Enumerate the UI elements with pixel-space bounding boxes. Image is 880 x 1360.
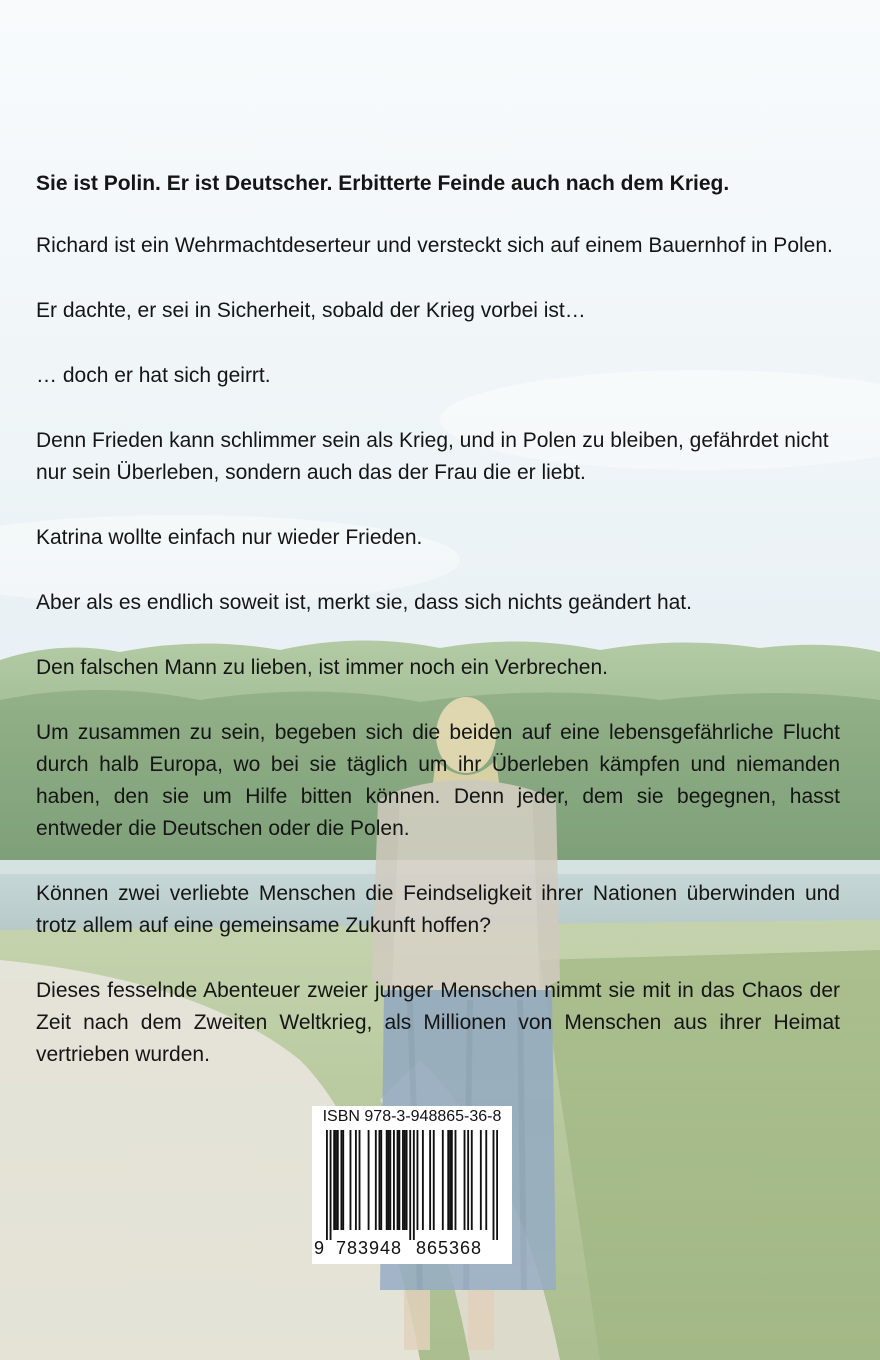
blurb-paragraph: Denn Frieden kann schlimmer sein als Krieg, und in Polen zu bleiben, gefährdet nicht nur sein Überleben, sondern auch das der Frau die er liebt. (36, 429, 829, 484)
blurb-paragraph: … doch er hat sich geirrt. (36, 364, 271, 387)
blurb-paragraph: Er dachte, er sei in Sicherheit, sobald der Krieg vorbei ist… (36, 299, 586, 322)
barcode-bar (464, 1130, 466, 1230)
barcode-bar (442, 1130, 444, 1230)
barcode-bar (397, 1130, 399, 1230)
blurb-paragraph: Dieses fesselnde Abenteuer zweier junger Menschen nimmt sie mit in das Chaos der Zeit nach dem Zweiten Weltkrieg, als Millionen von Menschen aus ihrer Heimat vertrieben wurden. (36, 979, 840, 1066)
blurb-paragraph: Um zusammen zu sein, begeben sich die beiden auf eine lebensgefährliche Flucht durch halb Europa, wo bei sie täglich um ihr Überleben kämpfen und niemanden haben, den sie um Hilfe bitten können. Denn jeder, dem sie begegnen, hasst entweder die Deutschen oder die Polen. (36, 721, 840, 840)
barcode-bar (417, 1130, 419, 1230)
barcode-bar (493, 1130, 495, 1240)
barcode-bar (496, 1130, 498, 1240)
isbn-label: ISBN 978-3-948865-36-8 (322, 1108, 502, 1125)
barcode-bar (326, 1130, 328, 1240)
barcode-bar (455, 1130, 457, 1230)
blurb-paragraph: Katrina wollte einfach nur wieder Frieden. (36, 526, 423, 549)
barcode-bar (342, 1130, 344, 1230)
blurb-paragraph: Aber als es endlich soweit ist, merkt sie, dass sich nichts geändert hat. (36, 591, 692, 614)
barcode-bar (467, 1130, 469, 1230)
barcode-bar (447, 1130, 449, 1230)
barcode-bar (409, 1130, 411, 1240)
barcode-bar (402, 1130, 404, 1230)
barcode-bar (429, 1130, 431, 1230)
barcode-bar (355, 1130, 357, 1230)
isbn-barcode (312, 1106, 512, 1264)
barcode-bar (471, 1130, 473, 1230)
ean-group-left: 783948 (336, 1238, 403, 1258)
ean-first-digit: 9 (314, 1238, 326, 1258)
barcode-bar (350, 1130, 352, 1230)
barcode-bar (380, 1130, 382, 1230)
barcode-bar (433, 1130, 435, 1230)
barcode-bar (375, 1130, 377, 1230)
barcode-bar (480, 1130, 482, 1230)
barcode-bars (326, 1130, 498, 1240)
barcode-bar (388, 1130, 390, 1230)
ean-group-right: 865368 (416, 1238, 483, 1258)
barcode-bar (368, 1130, 370, 1230)
blurb-paragraph: Den falschen Mann zu lieben, ist immer noch ein Verbrechen. (36, 656, 608, 679)
barcode-bar (330, 1130, 332, 1240)
barcode-bar (359, 1130, 361, 1230)
blurb-headline: Sie ist Polin. Er ist Deutscher. Erbitterte Feinde auch nach dem Krieg. (36, 172, 730, 195)
barcode-bar (406, 1130, 408, 1230)
barcode-bar (451, 1130, 453, 1230)
barcode-bar (393, 1130, 395, 1230)
barcode-bar (422, 1130, 424, 1230)
barcode-bar (389, 1130, 391, 1230)
blurb-paragraph: Können zwei verliebte Menschen die Feindseligkeit ihrer Nationen überwinden und trotz allem auf eine gemeinsame Zukunft hoffen? (36, 882, 840, 937)
blurb-text (36, 168, 840, 1104)
barcode-bar (386, 1130, 388, 1230)
barcode-bar (449, 1130, 451, 1230)
barcode-bar (404, 1130, 406, 1230)
barcode-bar (335, 1130, 337, 1230)
barcode-bar (398, 1130, 400, 1230)
barcode-bar (379, 1130, 381, 1230)
barcode-bar (485, 1130, 487, 1230)
barcode-bar (413, 1130, 415, 1240)
barcode-bar (333, 1130, 335, 1230)
blurb-paragraph: Richard ist ein Wehrmachtdeserteur und versteckt sich auf einem Bauernhof in Polen. (36, 234, 833, 257)
barcode-bar (340, 1130, 342, 1230)
barcode-bar (337, 1130, 339, 1230)
